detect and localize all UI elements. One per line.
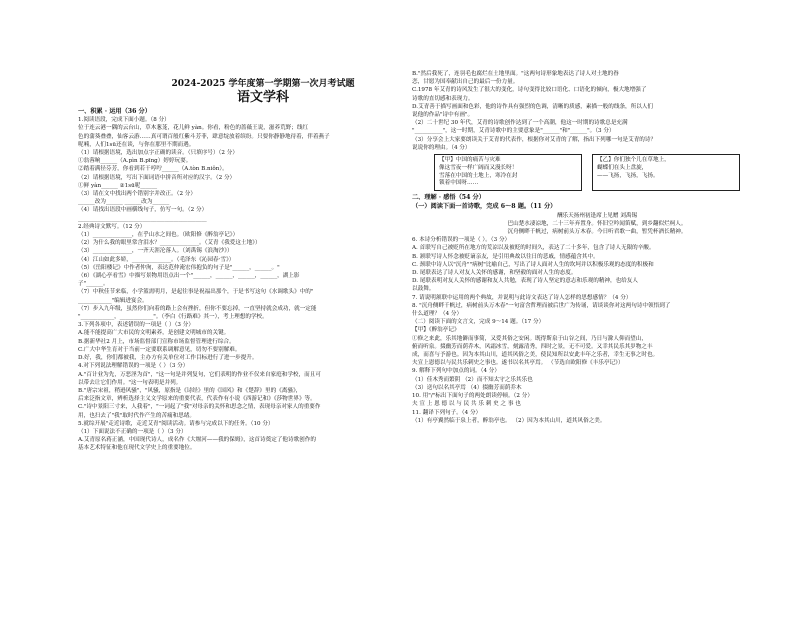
left-text-line: （1）请根据语境，选出加点字正确的读音。（只填序号）（2 分）: [78, 150, 238, 157]
left-text-line: （7）中秋佳节来临，小学篮需明月，是起往事是祝福出那个，于是书写这句《水调歌头》中的": [78, 289, 314, 296]
left-text-line: B."唐宗宋祖，稍逊风骚"，"风骚，原指是《诗经》里的《国风》和《楚辞》里的《离骚》，: [78, 387, 302, 394]
left-text-line: （4）请找出语段中画横线句子，仿写一句。（2 分）: [78, 207, 208, 214]
left-text-line: ______改为______ ______改为______: [78, 199, 170, 206]
poem-title: 酬乐天扬州初逢席上见赠 刘禹锡: [556, 212, 638, 219]
box-text-line: 像这雪夜一样广阔而又漫长呀！: [439, 164, 518, 171]
left-text-line: 位于连云港一隅的云台山，草木葱茏，花儿鲜 yàn。你看，粉色的蔷薇王说，滋养荒野；线红: [78, 125, 309, 132]
left-text-line: （2）为什么我的眼里常含泪水？______________。（艾青《我爱这土地》）: [78, 240, 261, 247]
left-text-line: ______________________________________________: [78, 215, 207, 222]
left-text-line: 用，也扫去了"我"取时代作产生的苦痛和思绪。: [78, 412, 196, 419]
right-mid-text-line: 以鼓舞。: [412, 286, 435, 293]
left-text-line: 5.就综开展"走近诗歌，走近艾青"阅读活动。请参与完成以下的任务。（10 分）: [78, 420, 274, 427]
left-text-line: A."百计业为先，万恶淫为首"，"这一句是并列复句，它们表明的作业不仅来自家庭和学校，而且可: [78, 371, 321, 378]
right-mid-text-line: 11. 翻译下列句子。（4 分）: [412, 409, 482, 416]
box-text-line: ——飞扬，飞扬，飞扬。: [597, 172, 659, 179]
left-text-line: （3）请在文中找出两个错别字并改正。（2 分）: [78, 191, 196, 198]
right-mid-text-line: （二）阅读下面的文言文，完成 9～14 题。（17 分）: [412, 319, 545, 326]
left-text-line: （2）请根据语境，写出下面词语中拼音所对应的汉字。（2 分）: [78, 174, 236, 181]
right-mid-text-line: 什么道理？（4 分）: [412, 311, 463, 318]
right-mid-text-line: 9. 解释下列句中加点的词。（4 分）: [412, 368, 500, 375]
box-text-line: 【甲】中国的痛苦与灾难: [439, 157, 501, 164]
right-mid-text-line: B. 颔联写诗人怀念被贬谪亲友，是引用典故以往日的悲戚，情感蕴含其中。: [412, 253, 599, 260]
right-top-text-line: "__________"，这一时期，艾青诗歌中的主要意象是"______"和"______"。（3 分）: [412, 128, 615, 135]
right-mid-text-line: 7. 请说明颔联中运用的两个典故，并说明与此诗文表达了诗人怎样的思想感情？（4 分）: [412, 294, 632, 301]
box-text-line: 锁着中国呀……: [439, 180, 479, 187]
left-text-line: （7）步入九年级，虽然你们向着的路上会有挫折，但你不要忘掉，一直坚持就会成功，就一定能: [78, 305, 317, 312]
section-1-heading: 一、积累 · 运用（36 分）: [78, 108, 151, 115]
right-mid-text-line: （3）送句以名其亭焉 （4）掇幽芳而荫乔木: [412, 384, 522, 391]
right-mid-text-line: 6. 本诗分析错误的一项是（ ）。（3 分）: [412, 237, 511, 244]
poem-boxes: [434, 154, 782, 191]
right-mid-text-line: 成，而喜与予游也。因为本其山川，道其风俗之美，使民知所以安此丰年之乐者，幸生无事之时也。: [412, 352, 659, 359]
left-text-line: 呢喃，人们1sū还在谈，与你在那里不期而遇。: [78, 141, 195, 148]
right-top-text-line: D.艾青善于描写画面和色彩，他的诗作具有强烈的色调，清晰的质感，素描一般的线条，所以人们: [412, 103, 654, 110]
right-mid-text-line: A. 首联写自己被贬所在地方的荒凉以及被贬的时间久，表达了二十多年，包含了诗人无限的辛酸。: [412, 245, 655, 252]
right-top-text-line: 说说你的理由。（4 分）: [412, 144, 471, 151]
left-text-line: ①鲜 yàn______ ②1sū呢______: [78, 182, 158, 189]
box-text-line: 蝴蝶们在头上盘旋，: [597, 164, 648, 171]
right-mid-text-line: D. 尾联表达了诗人对友人关怀的感谢，和坚毅的面对人生的态度。: [412, 270, 577, 277]
left-text-line: 3.下列各项中，表述错误的一项是（ ）（3 分）: [78, 322, 194, 329]
right-mid-text-line: 夫 宣 上 恩 德 以 与 民 共 乐 刺 史 之 事 也: [412, 401, 521, 408]
right-question-lines: [412, 236, 782, 425]
right-column: [412, 70, 782, 632]
left-text-line: 2.经典诗文默写。（12 分）: [78, 223, 146, 230]
right-top-text-line: （3）分享会上大家要朗读关于艾青的代表作，根据你对艾青的了解，指出下列哪一句是艾青的诗？: [412, 136, 657, 143]
left-text-line: A.能不能提高广大市民的文明素养，是创建文明城市的关键。: [78, 330, 230, 337]
left-text-line: （1）______________，在乎山水之间也。（欧阳修《醉翁亭记》）: [78, 232, 239, 239]
right-top-lines: [412, 70, 782, 152]
left-text-line: （4）江山如此多娇，______________。（毛泽东《沁园春·雪》）: [78, 256, 235, 263]
poem-line-1: 巴山楚水凄凉地，二十三年弃置身。怀旧空吟闻笛赋，到乡翻似烂柯人。: [507, 220, 687, 227]
poem-box-b: [592, 154, 740, 191]
right-top-text-line: 诗歌的直切感和表现力。: [412, 95, 474, 102]
right-mid-text-line: 【甲】《醉翁亭记》: [412, 327, 460, 334]
right-mid-text-line: ①修之来此，乐其地僻而事简，又爱其俗之安闲。既得斯泉于山谷之间，乃日与滁人仰而望山，: [412, 335, 647, 342]
exam-title: 2024-2025 学年度第一学期第一次月考试题: [171, 79, 355, 89]
left-text-line: （1）下面说法不正确的一项是（ ）（3 分）: [78, 428, 187, 435]
right-mid-text-line: 夫宣上恩德以与民共乐刺史之事也。遂书以名其亭焉。 （节选自欧阳修《丰乐亭记》）: [412, 360, 624, 367]
left-text-line: ②踏着满径芬芳，你看到若干哼咛______（A.tòn B.niǒn）。: [78, 166, 228, 173]
right-mid-text-line: （1）佳木秀而繁阴 （2）而不知太守之乐其乐也: [412, 376, 533, 383]
left-text-line: ____________"编辑进宴会。: [78, 297, 148, 304]
left-text-line: （6）《湖心亭看雪》中描写景物用语点出一个"______，______，______，______，湖上影: [78, 273, 300, 280]
left-text-line: 色的蒲葵叠叠，仙客云游……真可谓百般红紫斗芳菲，肆意绽放着缤纷。只要你静静地待着，伴着燕子: [78, 133, 330, 140]
right-mid-text-line: 8. "沉舟侧畔千帆过，病树前头万木春"一句富含哲理而被后世广为传诵，请谈谈你对这两句诗中领悟到了: [412, 302, 671, 309]
left-text-line: D.好，我，你们都被我，主办方有关单位对工作目标进行了进一步提升。: [78, 355, 258, 362]
left-text-line: （5）《岳阳楼记》中作者仲洵，表达范仲淹宏伟抱负的句子是"______，______。": [78, 264, 280, 271]
poem-line-2: 沉舟侧畔千帆过，病树前头万木春。今日听君歌一曲，暂凭杯酒长精神。: [507, 229, 687, 236]
box-text-line: 【乙】你们独个儿在草地上，: [597, 157, 670, 164]
section-2-heading: 二、理解 · 感悟（54 分）: [412, 194, 485, 202]
left-text-line: C."诗中景阳三寸来，人我着"，"一词起了"我"对母亲的关怀和思念之情，表现母亲对家人的重要作: [78, 404, 321, 411]
left-text-line: 基本艺术特征和他在现代文学史上的重要地位。: [78, 445, 196, 452]
left-text-line: 4.对下列说法理解错误的一项是（ ）（3 分）: [78, 363, 189, 370]
right-top-text-line: C.1978 年艾青的诗风发生了很大的变化，诗句变得比较口语化、口语化的倾向，极大地增强了: [412, 87, 647, 94]
right-top-text-line: 说他的作品"诗中有画"。: [412, 112, 474, 119]
right-mid-text-line: 俯而听泉。掇幽芳而荫乔木，风霜冰雪，刻露清秀，四时之景，无不可爱。又幸其民乐其岁物之丰: [412, 343, 653, 350]
left-text-line: （3）______________，一齐天涯沦落人。（刘禹锡《浪淘沙》）: [78, 248, 233, 255]
right-mid-text-line: D. 尾联表明对友人关怀的感谢和友人共勉，表现了诗人坚定的意志和乐观的精神，也给友人: [412, 278, 638, 285]
left-question-lines: [78, 116, 448, 452]
right-mid-text-line: （1）有亭翼然临于泉上者，醉翁亭也。 （2）因为本其山川，道其风俗之美。: [412, 417, 606, 424]
right-top-text-line: B."然后我死了，连羽毛也腐烂在土地里面。"这两句诗形象地表达了诗人对土地的眷: [412, 71, 619, 77]
left-text-line: ①翁蓉晌______（A.pìn B.pīng）婷婷玩耍。: [78, 158, 192, 165]
left-text-line: 子"______。: [78, 281, 109, 288]
poem-box-a: [434, 154, 582, 191]
right-top-text-line: （2）二十世纪 30 年代，艾青的诗歌创作达到了一个高潮，他这一时期的诗歌总是充满: [412, 120, 628, 127]
left-text-line: B.据新华社2 月上，市场监督部门宣称市场监督管理进行综合。: [78, 338, 235, 345]
exam-subject: 语文学科: [236, 90, 289, 105]
left-text-line: A.艾青原名蒋正涵，中国现代诗人，成名作《大堰河——我的保姆》，这首诗奠定了他诗歌创作的: [78, 437, 316, 444]
right-mid-text-line: C. 颈联中诗人以"沉舟""病树"比喻自己，写出了诗人面对人生的坎坷并以积极乐观的态度的积极和: [412, 261, 654, 268]
left-text-line: 1.阅读语段，完成下面小题。（8 分）: [78, 117, 170, 124]
box-text-line: 雪落在中国的土地上，寒冷在封: [439, 172, 518, 179]
subsection-1-heading: （一）阅读下面一首诗歌，完成 6～8 题。（11 分）: [412, 203, 557, 211]
left-text-line: 以带去让它们作用。"这一句表明是并列。: [78, 379, 182, 386]
left-text-line: C.广大中华生育对于当前一定要联系调解意见，切勿不要别解难。: [78, 346, 241, 353]
right-mid-text-line: 10. 用"/"标出下面句子的两处朗读停顿。（2 分）: [412, 393, 533, 400]
left-text-line: "____________，____________"。（李白《行路难》其一），考上理想的学校。: [78, 314, 268, 321]
left-column: [78, 78, 448, 640]
right-top-text-line: 恋，甘愿为国奉献出自己的最后一份力量。: [412, 79, 519, 86]
left-text-line: 后来泛指文章，辨析选择主义文学原来的重要代表，代表作有小说《西游记和》《莎物世界》等。: [78, 396, 316, 403]
